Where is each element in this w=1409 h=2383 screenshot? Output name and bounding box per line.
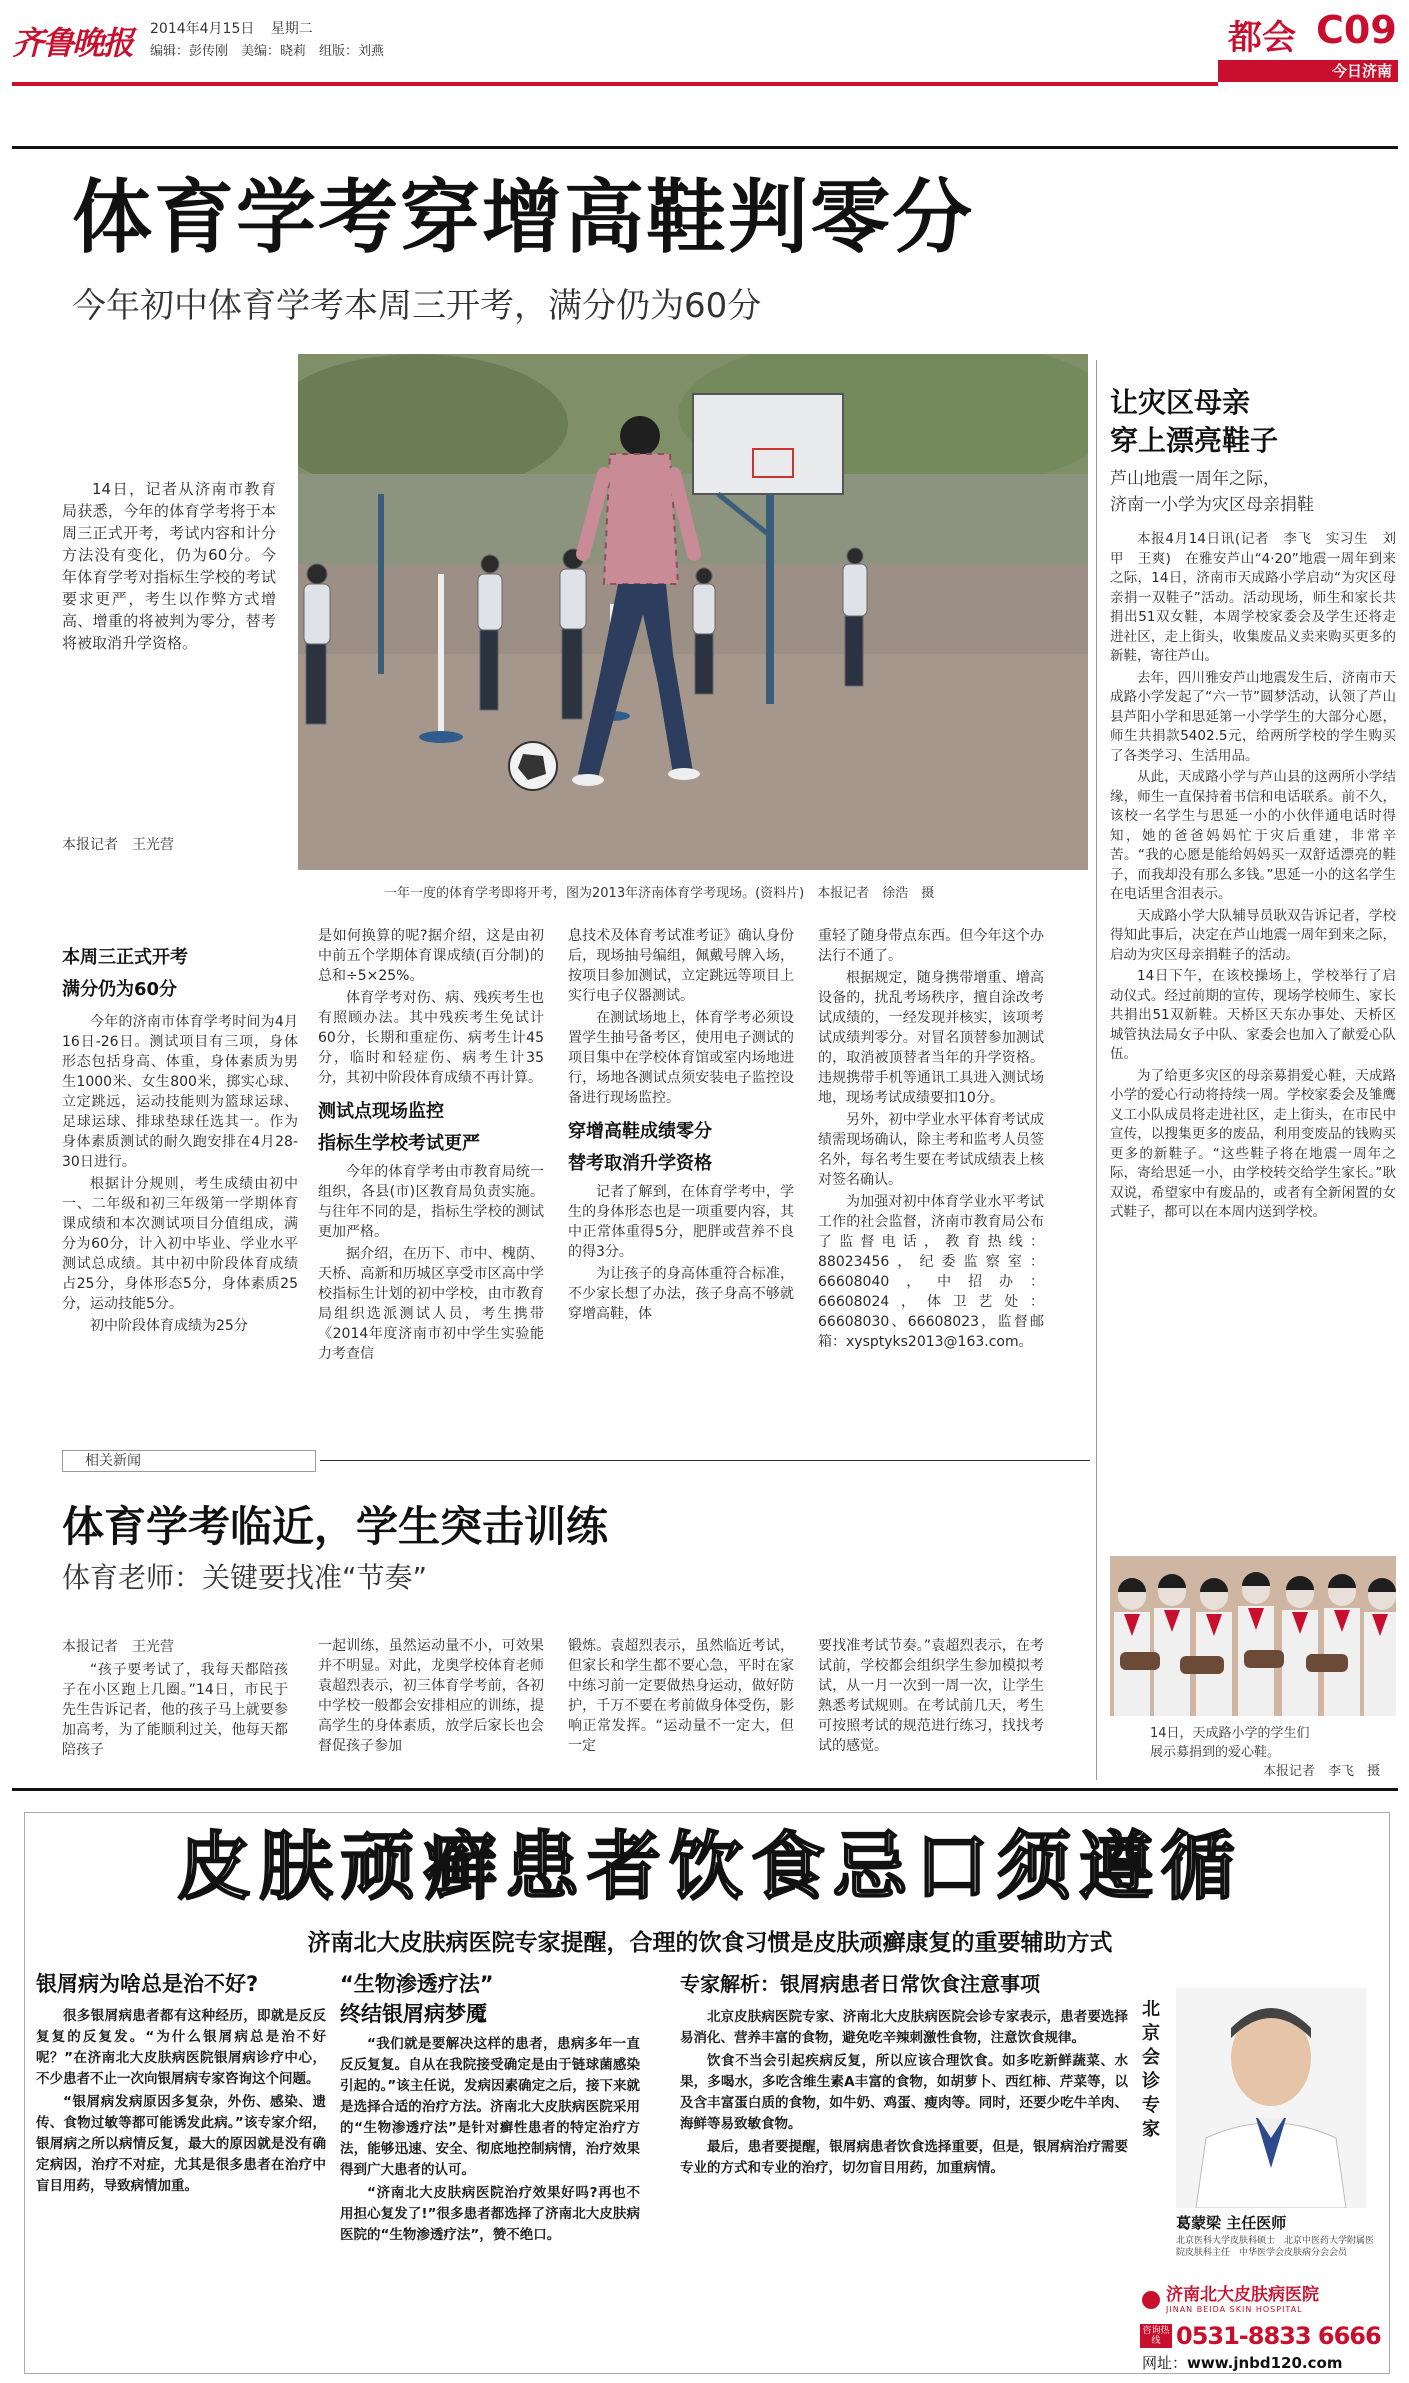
related-byline: 本报记者 王光营: [62, 1639, 174, 1655]
side-subhead-a: 芦山地震一周年之际，: [1110, 469, 1280, 489]
web-row: [1142, 2352, 1342, 2373]
expert-label: 北京会诊专家: [1142, 1999, 1160, 2140]
editor-credits: 编辑：彭传刚 美编：晓莉 组版：刘燕: [150, 44, 385, 59]
col2-para-2: 体育学考对伤、病、残疾考生也有照顾办法。其中残疾考生免试计60分，长期和重症伤、病考生计45分，临时和轻症伤、病考生计35分，其初中阶段体育成绩不再计算。: [318, 990, 544, 1086]
side-story-title: [1110, 384, 1400, 518]
related-col1-text: “孩子要考试了，我每天都陪孩子在小区跑上几圈。”14日，市民于先生告诉记者，他的孩子马上就要参加高考，为了能顺利过关，他每天都陪孩子: [62, 1662, 288, 1758]
ad-headline: 皮肤顽癣患者饮食忌口须遵循: [177, 1824, 1243, 1910]
issue-date: [150, 18, 313, 38]
section1-title-a: 本周三正式开考: [62, 947, 188, 968]
weekday-text: 星期二: [270, 21, 313, 37]
related-col4-text: 要找准考试节奏。”袁超烈表示，在考试前，学校都会组织学生参加模拟考试，从一月一次到一周一次，让学生熟悉考试规则。在考试前几天，考生可按照考试的规范进行练习，找找考试的感觉。: [818, 1638, 1044, 1754]
right-column-divider: [1096, 360, 1097, 1780]
ad-col3-para-1: 北京皮肤病医院专家、济南北大皮肤病医院会诊专家表示，患者要选择易消化、营养丰富的食物，避免吃辛辣刺激性食物，注意饮食规律。: [680, 2009, 1128, 2046]
related-col1: [62, 1660, 288, 1762]
section2-title-b: 指标生学校考试更严: [318, 1133, 480, 1154]
side-title-b: 穿上漂亮鞋子: [1110, 424, 1279, 457]
lead-col2: [318, 926, 544, 1366]
ad-col3-title: 专家解析：银屑病患者日常饮食注意事项: [680, 1972, 1040, 1996]
related-headline: 体育学考临近，学生突击训练: [62, 1502, 609, 1551]
side-para-5: 14日下午，在该校操场上，学校举行了启动仪式。经过前期的宣传，现场学校师生、家长共捐出51双新鞋。天桥区天东办事处、天桥区城管执法局女子中队、家委会也加入了献爱心队伍。: [1110, 968, 1396, 1062]
subsection-name: 今日济南: [1331, 62, 1392, 80]
expert-info: [1176, 2212, 1376, 2259]
date-text: 2014年4月15日: [150, 21, 255, 37]
web-label: 网址：: [1142, 2354, 1188, 2372]
masthead-rule: [12, 82, 1218, 86]
side-photo-credit: 本报记者 李飞 摄: [1262, 1764, 1380, 1779]
lead-intro: [62, 478, 276, 656]
side-para-6: 为了给更多灾区的母亲募捐爱心鞋，天成路小学的爱心行动将持续一周。学校家委会及雏鹰义工小队成员将走进社区，走上街头，在市民中宣传，以搜集更多的废品，利用变废品的钱购买更多的新鞋子。“这些鞋子将在地震一周年之际，寄给思延一小，由学校转交给学生家长。”耿双说，希望家中有废品的，或者有全新闲置的女式鞋子，都可以在本周内送到学校。: [1110, 1067, 1396, 1220]
hospital-brand: [1142, 2286, 1382, 2314]
section2-title-a: 测试点现场监控: [318, 1101, 444, 1122]
ad-col1-para-1: 很多银屑病患者都有这种经历，即就是反反复复的反复发。“为什么银屑病总是治不好呢？”在济南北大皮肤病医院银屑病诊疗中心，不少患者不止一次向银屑病专家咨询这个问题。: [36, 2008, 326, 2087]
lead-byline: 本报记者 王光营: [62, 837, 174, 853]
lead-col1: [62, 1012, 298, 1338]
hospital-logo-icon: [1142, 2291, 1160, 2309]
related-col4: [818, 1636, 1044, 1758]
ad-col2-para-1: “我们就是要解决这样的患者，患病多年一直反反复复。自从在我院接受确定是由于链球菌感染引起的。”该主任说，发病因素确定之后，接下来就是选择合适的治疗方法。济南北大皮肤病医院采用的“生物渗透疗法”是针对癣性患者的特定治疗方法，能够迅速、安全、彻底地控制病情，治疗效果得到广大患者的认可。: [340, 2036, 640, 2178]
side-para-2: 去年，四川雅安芦山地震发生后，济南市天成路小学发起了“六一节”圆梦活动，认领了芦山县芦阳小学和思延第一小学学生的大部分心愿，师生共捐款5402.5元，给两所学校的学生购买了各类学习、生活用品。: [1110, 669, 1396, 764]
section3-title-b: 替考取消升学资格: [568, 1153, 712, 1174]
col3-para-4: 为让孩子的身高体重符合标准，不少家长想了办法，孩子身高不够就穿增高鞋，体: [568, 1266, 794, 1322]
col4-para-3: 另外，初中学业水平体育考试成绩需现场确认，除主考和监考人员签名外，每名考生要在考试成绩表上核对签名确认。: [818, 1112, 1044, 1188]
section3-title-a: 穿增高鞋成绩零分: [568, 1121, 712, 1142]
ad-subhead: 济南北大皮肤病医院专家提醒，合理的饮食习惯是皮肤顽癣康复的重要辅助方式: [307, 1930, 1113, 1956]
lead-intro-text: 14日，记者从济南市教育局获悉，今年的体育学考将于本周三正式开考，考试内容和计分方法没有变化，仍为60分。今年体育学考对指标生学校的考试要求更严，考生以作弊方式增高、增重的将被判为零分，替考将被取消升学资格。: [62, 480, 276, 652]
col2-para-4: 据介绍，在历下、市中、槐荫、天桥、高新和历城区享受市区高中学校指标生计划的初中学校，由市教育局组织选派测试人员，考生携带《2014年度济南市初中学生实验能力考查信: [318, 1246, 544, 1362]
col1-para-1: 今年的济南市体育学考时间为4月16日-26日。测试项目有三项，身体形态包括身高、体重，身体素质为男生1000米、女生800米，掷实心球、立定跳远，运动技能则为篮球运球、足球运球、排球垫球任选其一。作为身体素质测试的耐久跑安排在4月28-30日进行。: [62, 1014, 298, 1170]
related-subhead: 体育老师：关键要找准“节奏”: [62, 1561, 428, 1594]
ad-col1-title: 银屑病为啥总是治不好?: [36, 1972, 259, 1996]
expert-desc: 北京医科大学皮肤科硕士 北京中医药大学附属医院皮肤科主任 中华医学会皮肤病分会会员: [1176, 2236, 1375, 2258]
students-with-shoes-photo: [1110, 1556, 1396, 1716]
col3-para-1: 息技术及体育考试准考证》确认身份后，现场抽号编组，佩戴号牌入场，按项目参加测试，立定跳远等项目上实行电子仪器测试。: [568, 928, 794, 1004]
side-caption-a: 14日，天成路小学的学生们: [1150, 1726, 1310, 1741]
section-name: 都会: [1228, 18, 1296, 58]
ad-col3-title-box: [680, 1968, 1128, 1997]
col3-para-2: 在测试场地上，体育学考必须设置学生抽号备考区，使用电子测试的项目集中在学校体育馆或室内场地进行，场地各测试点须安装电子监控设备进行现场监控。: [568, 1010, 794, 1106]
ad-col2-title-b: 终结银屑病梦魇: [340, 2002, 487, 2026]
col2-para-3: 今年的体育学考由市教育局统一组织，各县(市)区教育局负责实施。与往年不同的是，指标生学校的测试更加严格。: [318, 1164, 544, 1240]
hotline-label: 咨询热线: [1140, 2324, 1172, 2348]
lead-col4: [818, 926, 1044, 1354]
expert-name: 葛蒙梁 主任医师: [1176, 2214, 1287, 2232]
side-subhead-b: 济南一小学为灾区母亲捐鞋: [1110, 495, 1314, 515]
related-col2-text: 一起训练，虽然运动量不小，可效果并不明显。对此，龙奥学校体育老师袁超烈表示，初三体育学考前，各初中学校一般都会安排相应的训练，提高学生的身体素质，放学后家长也会督促孩子参加: [318, 1638, 544, 1754]
related-top-rule: [320, 1460, 1090, 1461]
col3-para-3: 记者了解到，在体育学考中，学生的身体形态也是一项重要内容，其中正常体重得5分，肥胖或营养不良的得3分。: [568, 1184, 794, 1260]
side-photo-caption: [1150, 1724, 1400, 1781]
web-address: www.jnbd120.com: [1187, 2354, 1343, 2372]
col2-para-1: 是如何换算的呢?据介绍，这是由初中前五个学期体育课成绩(百分制)的总和÷5×25%。: [318, 928, 544, 984]
ad-col3-para-2: 饮食不当会引起疾病反复，所以应该合理饮食。如多吃新鲜蔬菜、水果，多喝水，多吃含维生素A丰富的食物，如胡萝卜、西红柿、芹菜等，以及含丰富蛋白质的食物，如牛奶、鸡蛋、瘦肉等。同时，还要少吃牛羊肉、海鲜等易致敏食物。: [680, 2053, 1128, 2132]
ad-col2: [340, 1968, 640, 2248]
newspaper-logo: 齐鲁晚报: [12, 24, 133, 62]
related-label: 相关新闻: [85, 1453, 141, 1469]
side-para-4: 天成路小学大队辅导员耿双告诉记者，学校得知此事后，决定在芦山地震一周年到来之际，启动为灾区母亲捐鞋子的活动。: [1110, 907, 1396, 963]
lead-headline: 体育学考穿增高鞋判零分: [72, 171, 974, 264]
section1-title-b: 满分仍为60分: [62, 979, 178, 1000]
related-col3: [568, 1636, 794, 1758]
side-caption-b: 展示募捐到的爱心鞋。: [1150, 1745, 1281, 1760]
side-para-3: 从此，天成路小学与芦山县的这两所小学结缘，师生一直保持着书信和电话联系。前不久，该校一名学生与思延一小的小伙伴通电话时得知，她的爸爸妈妈忙于灾后重建，非常辛苦。“我的心愿是能给妈妈买一双舒适漂亮的鞋子，而我却没有那么多钱。”思延一小的这名学生在电话里含泪表示。: [1110, 769, 1396, 902]
col4-para-4: 为加强对初中体育学业水平考试工作的社会监督，济南市教育局公布了监督电话，教育热线：88023456，纪委监察室：66608040，中招办：66608024，体卫艺处：66608030、66608023，监督邮箱：xysptyks2013@163.com。: [818, 1194, 1044, 1350]
col4-para-2: 根据规定，随身携带增重、增高设备的，扰乱考场秩序，擅自涂改考试成绩的，一经发现并核实，该项考试成绩判零分。对冒名顶替参加测试的，取消被顶替者当年的升学资格。违规携带手机等通讯工具进入测试场地，现场考试成绩要扣10分。: [818, 970, 1044, 1106]
ad-top-rule: [12, 1788, 1398, 1791]
col1-para-3: 初中阶段体育成绩为25分: [90, 1318, 248, 1334]
ad-col2-title-a: “生物渗透疗法”: [340, 1972, 494, 1996]
hospital-en: JINAN BEIDA SKIN HOSPITAL: [1166, 2305, 1303, 2314]
ad-col1: [36, 1968, 326, 2199]
side-story-body: [1110, 530, 1396, 1225]
lead-subhead: 今年初中体育学考本周三开考，满分仍为60分: [72, 286, 762, 326]
side-title-a: 让灾区母亲: [1110, 386, 1251, 419]
related-col2: [318, 1636, 544, 1758]
hotline-row: [1140, 2322, 1390, 2350]
col4-para-1: 重轻了随身带点东西。但今年这个办法行不通了。: [818, 928, 1044, 964]
lead-photo: [298, 354, 1088, 870]
hospital-logo: [1142, 2286, 1382, 2314]
lead-col3: [568, 926, 794, 1326]
col1-para-2: 根据计分规则，考生成绩由初中一、二年级和初三年级第一学期体育课成绩和本次测试项目分值组成，满分为60分，计入初中毕业、学业水平测试总成绩。其中初中阶段体育成绩占25分，身体形态5分，身体素质25分，运动技能5分。: [62, 1176, 298, 1312]
sports-field-photo: [298, 354, 1088, 870]
ad-col2-para-2: “济南北大皮肤病医院治疗效果好吗?再也不用担心复发了!”很多患者都选择了济南北大皮肤病医院的“生物渗透疗法”，赞不绝口。: [340, 2185, 640, 2243]
side-photo: [1110, 1556, 1396, 1716]
top-divider: [12, 146, 1398, 149]
hospital-name: 济南北大皮肤病医院: [1166, 2285, 1319, 2305]
section1-heading: [62, 946, 302, 1002]
doctor-portrait: [1176, 1988, 1366, 2208]
ad-col3-para-3: 最后，患者要提醒，银屑病患者饮食选择重要，但是，银屑病治疗需要专业的方式和专业的治疗，切勿盲目用药，加重病情。: [680, 2139, 1128, 2176]
ad-col3: [680, 1968, 1128, 2181]
expert-photo: [1176, 1988, 1366, 2208]
subsection-band: [1218, 60, 1398, 82]
hotline-number: 0531-8833 6666: [1176, 2322, 1381, 2350]
related-col3-text: 锻炼。袁超烈表示，虽然临近考试，但家长和学生都不要心急，平时在家中练习前一定要做热身运动，做好防护，千万不要在考前做身体受伤，影响正常发挥。“运动量不一定大，但一定: [568, 1638, 794, 1754]
related-label-box: [62, 1450, 316, 1472]
lead-photo-caption: 一年一度的体育学考即将开考，图为2013年济南体育学考现场。(资料片) 本报记者 徐浩 摄: [384, 886, 935, 901]
page-number: C09: [1316, 8, 1397, 52]
ad-col1-para-2: “银屑病发病原因多复杂，外伤、感染、遗传、食物过敏等都可能诱发此病。”该专家介绍，银屑病之所以病情反复，最大的原因就是没有确定病因，治疗不对症，尤其是很多患者在治疗中盲目用药，导致病情加重。: [36, 2094, 326, 2194]
side-para-1: 本报4月14日讯(记者 李飞 实习生 刘甲 王爽) 在雅安芦山“4·20”地震一周年到来之际，14日，济南市天成路小学启动“为灾区母亲捐一双鞋子”活动。活动现场，师生和家长共捐出51双女鞋，本周学校家委会及学生还将走进社区，走上街头，收集废品义卖来购买更多的新鞋，寄往芦山。: [1110, 531, 1396, 664]
